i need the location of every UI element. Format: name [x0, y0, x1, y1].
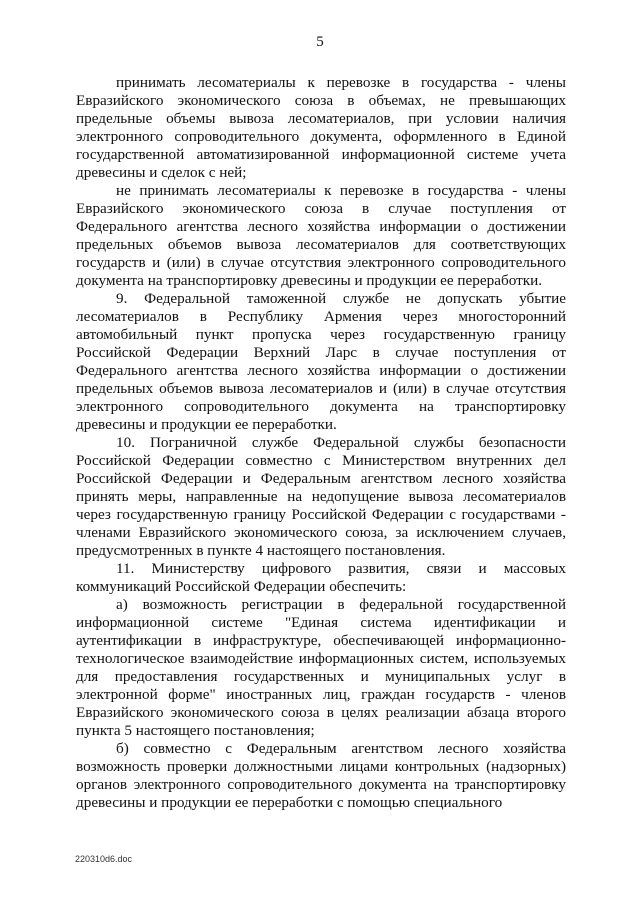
- file-name-footer: 220310d6.doc: [75, 854, 133, 864]
- paragraph-item-11a: а) возможность регистрации в федеральной государственной информационной системе "Единая система идентификации и аутентификации в инфраструктуре, обеспечивающей информационно-технологическое взаимодействие информационных систем, используемых для предоставления государственных и муниципальных услуг в электронной форме" иностранных лиц, граждан государств - членов Евразийского экономического союза в целях реализации абзаца второго пункта 5 настоящего постановления;: [76, 596, 566, 739]
- paragraph-item-9: 9. Федеральной таможенной службе не допускать убытие лесоматериалов в Республику Армения через многосторонний автомобильный пункт пропуска через государственную границу Российской Федерации Верхний Ларс в случае поступления от Федерального агентства лесного хозяйства информации о достижении предельных объемов вывоза лесоматериалов и (или) в случае отсутствия электронного сопроводительного документа на транспортировку древесины и продукции ее переработки.: [76, 290, 566, 433]
- paragraph-item-10: 10. Пограничной службе Федеральной службы безопасности Российской Федерации совместно с Министерством внутренних дел Российской Федерации и Федеральным агентством лесного хозяйства принять меры, направленные на недопущение вывоза лесоматериалов через государственную границу Российской Федерации с государствами - членами Евразийского экономического союза, за исключением случаев, предусмотренных в пункте 4 настоящего постановления.: [76, 434, 566, 559]
- paragraph-item-11: 11. Министерству цифрового развития, связи и массовых коммуникаций Российской Федерации обеспечить:: [76, 560, 566, 595]
- paragraph-item-11b: б) совместно с Федеральным агентством лесного хозяйства возможность проверки должностными лицами контрольных (надзорных) органов электронного сопроводительного документа на транспортировку древесины и продукции ее переработки с помощью специального: [76, 740, 566, 811]
- document-body: [76, 74, 566, 812]
- page-number: 5: [316, 34, 324, 50]
- paragraph-accept-timber: принимать лесоматериалы к перевозке в государства - члены Евразийского экономического союза в объемах, не превышающих предельные объемы вывоза лесоматериалов, при условии наличия электронного сопроводительного документа, оформленного в Единой государственной автоматизированной информационной системе учета древесины и сделок с ней;: [76, 74, 566, 181]
- paragraph-reject-timber: не принимать лесоматериалы к перевозке в государства - члены Евразийского экономического союза в случае поступления от Федерального агентства лесного хозяйства информации о достижении предельных объемов вывоза лесоматериалов для соответствующих государств и (или) в случае отсутствия электронного сопроводительного документа на транспортировку древесины и продукции ее переработки.: [76, 182, 566, 289]
